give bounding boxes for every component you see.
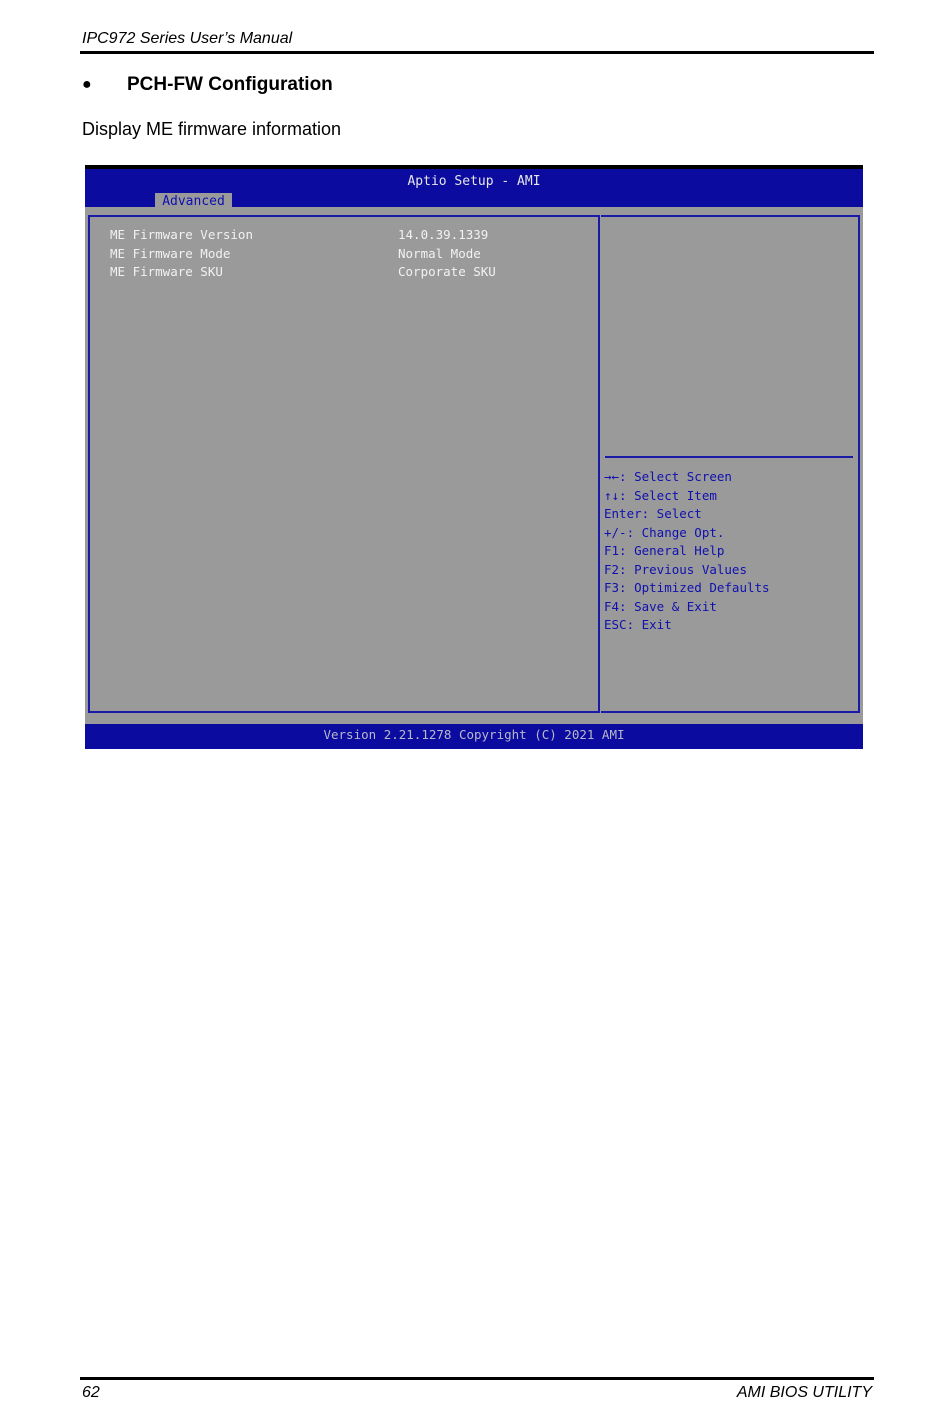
row-value: 14.0.39.1339	[398, 227, 489, 242]
row-label: ME Firmware SKU	[110, 264, 223, 279]
tab-advanced[interactable]: Advanced	[155, 193, 232, 211]
help-select-screen: →←: Select Screen	[604, 469, 732, 484]
page-number: 62	[82, 1384, 100, 1401]
bullet-icon: ●	[82, 76, 92, 93]
help-select-item: ↑↓: Select Item	[604, 487, 717, 503]
help-previous-values: F2: Previous Values	[604, 561, 747, 577]
bios-version-footer: Version 2.21.1278 Copyright (C) 2021 AMI	[85, 724, 863, 749]
help-divider	[605, 456, 853, 458]
header-rule	[80, 51, 874, 54]
bios-row-me-firmware-mode	[110, 246, 590, 265]
bios-row-me-firmware-version	[110, 227, 590, 246]
help-general-help: F1: General Help	[604, 543, 725, 558]
key-help-list	[604, 469, 770, 636]
bios-screenshot	[85, 165, 863, 749]
help-change-opt: +/-: Change Opt.	[604, 524, 725, 540]
row-value: Normal Mode	[398, 245, 481, 261]
footer-rule	[80, 1377, 874, 1380]
help-save-exit: F4: Save & Exit	[604, 598, 717, 614]
help-optimized-defaults: F3: Optimized Defaults	[604, 580, 770, 595]
section-heading: PCH-FW Configuration	[127, 74, 333, 95]
section-description: Display ME firmware information	[82, 119, 342, 139]
help-esc-exit: ESC: Exit	[604, 617, 672, 632]
bios-row-me-firmware-sku	[110, 264, 590, 283]
row-label: ME Firmware Version	[110, 227, 253, 242]
row-label: ME Firmware Mode	[110, 245, 231, 261]
manual-header-title: IPC972 Series User’s Manual	[82, 30, 293, 47]
bios-title-bar	[85, 165, 863, 207]
bios-help-panel	[601, 215, 860, 713]
help-enter-select: Enter: Select	[604, 506, 702, 521]
footer-section-title: AMI BIOS UTILITY	[736, 1384, 872, 1401]
bios-main-panel	[88, 215, 600, 713]
row-value: Corporate SKU	[398, 264, 496, 279]
bios-title: Aptio Setup - AMI	[407, 174, 541, 189]
